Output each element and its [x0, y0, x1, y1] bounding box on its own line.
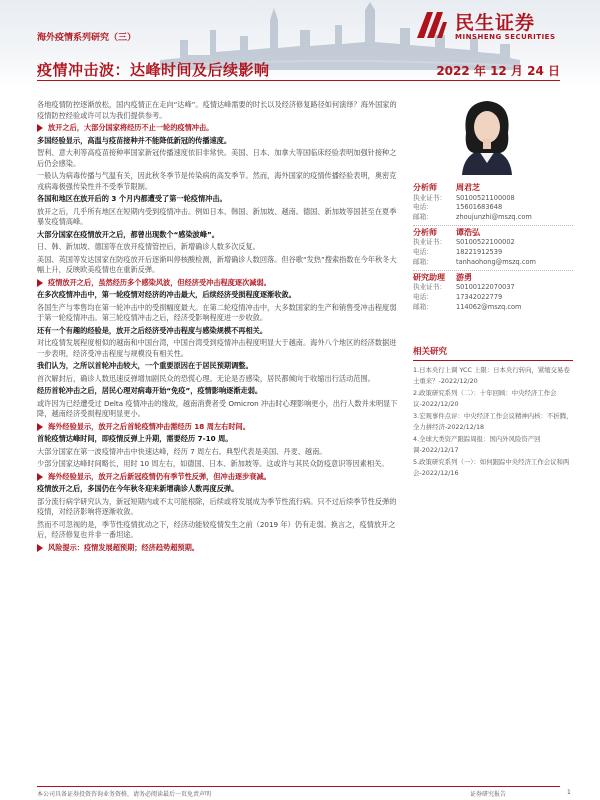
analyst-cert-row [413, 194, 573, 204]
related-research [413, 345, 573, 480]
triangle-bullet-icon [37, 544, 43, 552]
paragraph: 各国生产与零售均在第一轮冲击中的受损幅度最大。在第二轮疫情冲击中，大多数国家的生产和销售受冲击程度弱于第一轮疫情冲击。第三轮疫情冲击之后，经济受影响程度进一步收敛。 [37, 302, 397, 322]
analyst-phone-row [413, 293, 573, 303]
analyst-phone-label: 电话： [413, 203, 433, 212]
triangle-bullet-icon [37, 279, 43, 287]
analyst-separator [413, 270, 573, 271]
triangle-bullet-icon [37, 473, 43, 481]
paragraph: 美国、英国等发达国家在防疫放开后逐渐叫停核酸检测，新增确诊人数回落。但谷歌“发热”搜索指数在今年秋冬大幅上升，反映欧美疫情也在重新反弹。 [37, 254, 397, 274]
logo-text-en: MINSHENG SECURITIES [455, 33, 556, 41]
analyst-photo [452, 93, 522, 175]
paragraph: 对比疫情发展程度相似的越南和中国台湾，中国台湾受到疫情冲击程度明显大于越南。海外八个地区的经济数据进一步表明，经济受冲击程度与规模没有相关性。 [37, 338, 397, 358]
key-point [37, 472, 399, 483]
analyst-role: 分析师 [413, 227, 437, 237]
sub-heading: 疫情放开之后，多国仍在今年秋冬迎来新增确诊人数再度反弹。 [37, 484, 239, 493]
report-body [37, 100, 399, 555]
paragraph: 大部分国家在第一波疫情冲击中快速达峰，经历 7 周左右。典型代表是美国、丹麦、越南。 [37, 446, 327, 456]
analyst-email[interactable]: tanhaohong@mszq.com [456, 257, 536, 266]
analyst-info [413, 183, 573, 313]
analyst-phone-label: 电话： [413, 293, 433, 302]
analyst-cert-label: 执业证书： [413, 193, 446, 202]
footer-divider [37, 786, 560, 787]
sub-heading: 经历首轮冲击之后，居民心理对病毒开始“免疫”，疫情影响逐渐走弱。 [37, 386, 263, 395]
analyst-email[interactable]: 114062@mszq.com [456, 302, 522, 311]
sub-heading: 各国和地区在放开后的 3 个月内都遭受了第一轮疫情冲击。 [37, 194, 227, 203]
analyst-cert-label: 执业证书： [413, 283, 446, 292]
analyst-header [413, 273, 573, 284]
analyst-cert: S0100521100008 [456, 193, 515, 202]
footer-disclaimer: 本公司具备证券投资咨询业务资格，请务必阅读最后一页免责声明 [37, 791, 212, 798]
related-research-item[interactable]: 5.政策研究系列（一）：如何跟踪中央经济工作会议和两会-2022/12/16 [413, 458, 570, 477]
analyst-header [413, 228, 573, 239]
analyst-cert: S0100122070037 [456, 283, 515, 292]
paragraph: 少部分国家达峰时间略长，用时 10 周左右，如德国、日本、新加坡等。这或许与其民众防疫意识等因素相关。 [37, 459, 389, 468]
analyst-name: 周君芝 [456, 183, 480, 192]
sub-heading: 首轮疫情达峰时间，即疫情反弹上升期，需要经历 7-10 周。 [37, 434, 233, 443]
paragraph: 或许因为已经遭受过 Delta 疫情冲击的缘故，越南消费者受 Omicron 冲击时心理影响更小，出行人数并未明显下降，越南经济受损程度明显更小。 [37, 398, 398, 418]
series-label: 海外疫情系列研究（三） [37, 33, 137, 43]
analyst-phone-row [413, 248, 573, 258]
triangle-bullet-icon [37, 423, 43, 431]
key-point-text: 风险提示：疫情发展超预期；经济趋势超预期。 [48, 542, 199, 552]
analyst-email-label: 邮箱： [413, 257, 433, 266]
sub-heading: 大部分国家在疫情放开之后，都曾出现数个“感染波峰”。 [37, 229, 219, 239]
key-point-text: 海外经验显示，放开之后首轮疫情冲击需经历 18 周左右时间。 [48, 421, 250, 431]
related-research-item[interactable]: 1.日本央行上调 YCC 上限：日本央行转向，紧缩交易卷土重来？-2022/12/20 [413, 366, 570, 385]
logo-mark-icon [413, 8, 449, 42]
key-point-text: 海外经验显示，放开之后新冠疫情仍有季节性反弹，但冲击逐步衰减。 [48, 471, 271, 481]
title-divider [37, 80, 560, 81]
paragraph: 然而不可忽视的是，季节性疫情扰动之下，经济动能较疫情发生之前（2019 年）仍有走弱。换言之，疫情放开之后，经济修复也并非一番坦途。 [37, 519, 396, 539]
key-point [37, 422, 399, 433]
key-point [37, 543, 399, 554]
analyst-name: 游勇 [456, 272, 472, 282]
footer-doc-type: 证券研究报告 [470, 791, 507, 798]
analyst-phone-label: 电话： [413, 248, 433, 257]
analyst-header [413, 183, 573, 194]
page-title: 疫情冲击波：达峰时间及后续影响 [37, 61, 270, 79]
paragraph: 各地疫情防控逐渐放松，国内疫情正在走向“达峰”。疫情达峰需要的时长以及经济修复路径如何演绎？海外国家的疫情防控经验或许可以为我们提供参考。 [37, 100, 397, 120]
minsheng-logo [413, 6, 588, 46]
key-point-text: 疫情放开之后，虽然经历多个感染风波，但经济受冲击程度逐次减弱。 [48, 277, 271, 287]
analyst-cert: S0100522100002 [456, 238, 515, 247]
analyst-email-row [413, 213, 573, 223]
analyst-phone: 17342022779 [456, 293, 503, 302]
analyst-phone: 15601683648 [456, 203, 503, 212]
analyst-cert-label: 执业证书： [413, 238, 446, 247]
related-research-item[interactable]: 4.全球大类资产跟踪周报：国内外风险资产回调-2022/12/17 [413, 435, 541, 454]
paragraph: 部分流行病学研究认为，新冠短期内或不太可能根除，后续或将发展成为季节性流行病。只不过后续季节性反弹的疫情，对经济影响将逐渐收敛。 [37, 496, 397, 516]
analyst-email[interactable]: zhoujunzhi@mszq.com [456, 213, 532, 222]
key-point [37, 123, 399, 134]
analyst-email-row [413, 303, 573, 313]
page-number: 1 [567, 789, 571, 796]
analyst-phone-row [413, 203, 573, 213]
related-research-item[interactable]: 2.政策研究系列（二）：十年回顾：中央经济工作会议-2022/12/20 [413, 389, 557, 408]
analyst-separator [413, 225, 573, 226]
analyst-role: 研究助理 [413, 272, 445, 282]
header-banner [0, 0, 600, 88]
paragraph: 一般认为病毒传播与气温有关，因此秋冬季节是传染病的高发季节。然而，海外国家的疫情传播经验表明，奥密克戎病毒极强传染性并不受季节限制。 [37, 171, 397, 191]
analyst-role: 分析师 [413, 183, 437, 192]
key-point [37, 278, 399, 289]
sub-heading: 我们认为，之所以首轮冲击较大，一个重要原因在于居民预期调整。 [37, 361, 253, 370]
key-point-text: 放开之后，大部分国家将经历不止一轮的疫情冲击。 [48, 123, 214, 132]
paragraph: 智利、意大利等高疫苗接种率国家新冠传播速度依旧非常快。美国、日本、加拿大等国临床经验表明加强针接种之后仍会感染。 [37, 148, 397, 168]
related-research-list [413, 365, 573, 479]
analyst-cert-row [413, 238, 573, 248]
analyst-cert-row [413, 283, 573, 293]
sub-heading: 还有一个有趣的经验是，放开之后经济受冲击程度与感染规模不再相关。 [37, 325, 268, 335]
related-research-title: 相关研究 [413, 345, 573, 361]
paragraph: 首次解封后，确诊人数迅速反弹增加剧民众的恐慌心理。无论是否感染，居民都倾向于收缩出行活动范围。 [37, 373, 375, 383]
analyst-email-label: 邮箱： [413, 302, 433, 311]
analyst-phone: 18221912539 [456, 248, 503, 257]
triangle-bullet-icon [37, 124, 43, 132]
sub-heading: 在多次疫情冲击中，第一轮疫情对经济的冲击最大，后续经济受损程度逐渐收敛。 [37, 290, 296, 299]
report-date: 2022 年 12 月 24 日 [436, 64, 560, 78]
related-research-item[interactable]: 3.宏观事件点评：中央经济工作会议精神内核：不折腾，全力拼经济-2022/12/18 [413, 412, 573, 431]
logo-text-cn: 民生证券 [455, 12, 536, 34]
paragraph: 放开之后，几乎所有地区在短期内受到疫情冲击。例如日本、韩国、新加坡、越南。德国、新加坡等国甚至在夏季暴发疫情高峰。 [37, 206, 397, 226]
paragraph: 日、韩、新加坡、德国等在放开疫情管控后，新增确诊人数多次反复。 [37, 242, 260, 251]
analyst-email-row [413, 258, 573, 268]
sub-heading: 多国经验显示，高温与疫苗接种并不能降低新冠的传播速度。 [37, 135, 232, 145]
analyst-name: 谭浩弘 [456, 227, 480, 237]
analyst-email-label: 邮箱： [413, 213, 433, 222]
